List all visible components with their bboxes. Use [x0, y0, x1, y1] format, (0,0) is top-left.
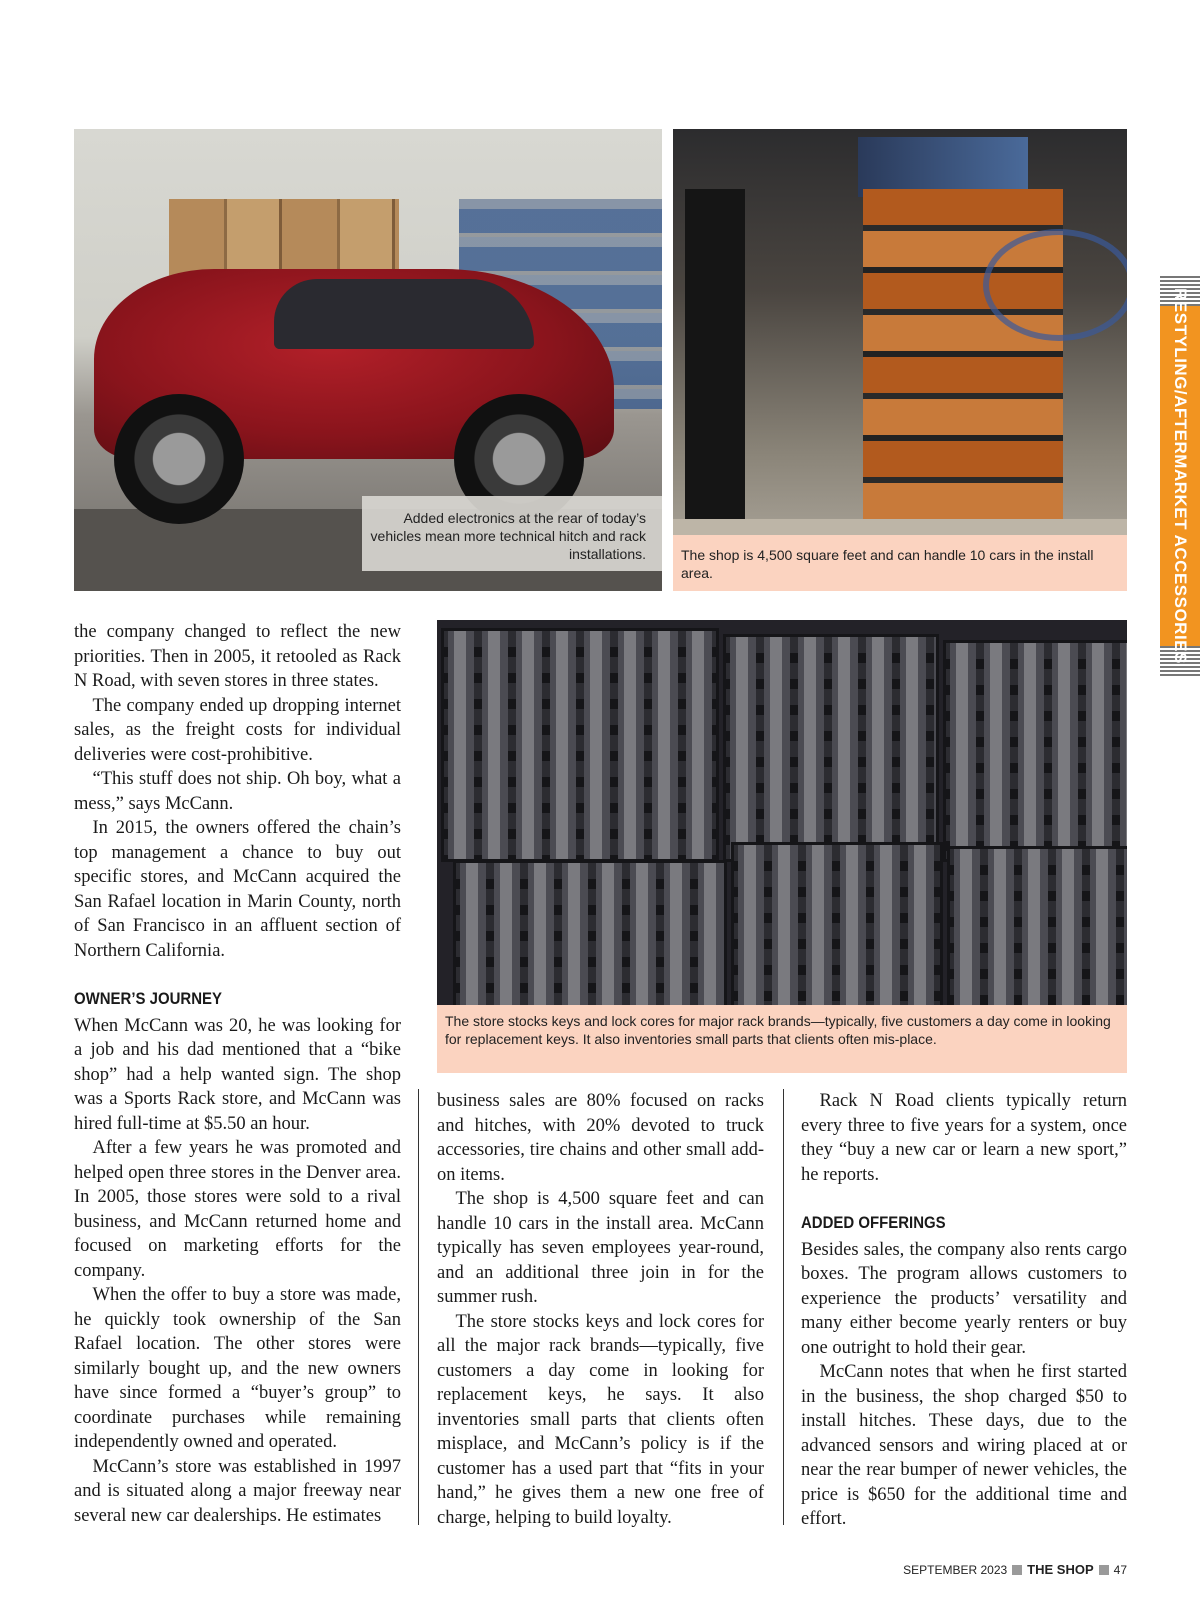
- bicycle: [983, 229, 1127, 341]
- article-column-3: [801, 1089, 1127, 1532]
- column-rule: [418, 1089, 419, 1525]
- paragraph: The store stocks keys and lock cores for all the major rack brands—typically, five customers a day come in looking for replacement keys, he says. It also inventories small parts that clients often misplace, and McCann’s policy is if the customer has a used part that “fits in your hand,” he gives them a new one free of charge, helping to build loyalty.: [437, 1311, 764, 1528]
- issue-date: SEPTEMBER 2023: [903, 1562, 1008, 1577]
- article-column-1: [74, 620, 401, 1528]
- photo-key-bins: [437, 620, 1127, 1073]
- paragraph: The shop is 4,500 square feet and can handle 10 cars in the install area. McCann typically has seven employees year-round, and an additional three join in for the summer rush.: [437, 1189, 764, 1307]
- paragraph: McCann’s store was established in 1997 and is situated along a major freeway near several new car dealerships. He estimates: [74, 1456, 401, 1526]
- paragraph: “This stuff does not ship. Oh boy, what a mess,” says McCann.: [74, 769, 401, 814]
- magazine-name: THE SHOP: [1027, 1562, 1094, 1577]
- page-footer: [903, 1562, 1127, 1577]
- key-bin-panel: [947, 846, 1127, 1016]
- page-number: 47: [1113, 1562, 1127, 1577]
- paragraph: In 2015, the owners offered the chain’s top management a chance to buy out specific stores, and McCann acquired the San Rafael location in Marin County, north of San Francisco in an affluent section of Northern California.: [74, 818, 401, 961]
- car-photo-caption: Added electronics at the rear of today’s vehicles mean more technical hitch and rack installations.: [370, 510, 646, 562]
- key-bin-panel: [723, 634, 939, 862]
- column-rule: [783, 1089, 784, 1525]
- section-heading: OWNER’S JOURNEY: [74, 989, 222, 1008]
- section-tab-label: RESTYLING/AFTERMARKET ACCESSORIES: [1171, 288, 1190, 664]
- suv-window: [274, 279, 534, 349]
- paragraph: the company changed to reflect the new priorities. Then in 2005, it retooled as Rack N Road, with seven stores in three states.: [74, 622, 401, 691]
- rear-wheel: [114, 394, 244, 524]
- section-tab: [1160, 276, 1200, 676]
- key-bin-panel: [453, 860, 727, 1016]
- photo-showroom-racks: [673, 129, 1127, 591]
- paragraph: The company ended up dropping internet sales, as the freight costs for individual deliveries were cost-prohibitive.: [74, 695, 401, 765]
- section-heading: ADDED OFFERINGS: [801, 1213, 946, 1232]
- paragraph: business sales are 80% focused on racks and hitches, with 20% devoted to truck accessories, tire chains and other small add-on items.: [437, 1091, 764, 1185]
- key-bin-panel: [943, 640, 1127, 862]
- rocky-mounts-banner: [858, 137, 1028, 197]
- paragraph: Rack N Road clients typically return every three to five years for a system, once they “buy a new car or learn a new sport,” he reports.: [801, 1091, 1127, 1185]
- paragraph: After a few years he was promoted and helped open three stores in the Denver area. In 2005, those stores were sold to a rival business, and McCann returned home and focused on marketing efforts for the company.: [74, 1138, 401, 1281]
- keys-photo-caption: The store stocks keys and lock cores for major rack brands—typically, five customers a day come in looking for replacement keys. It also inventories small parts that clients often mis-place.: [445, 1013, 1111, 1047]
- paragraph: When McCann was 20, he was looking for a job and his dad mentioned that a “bike shop” had a help wanted sign. The shop was a Sports Rack store, and McCann was hired full-time at $5.50 an hour.: [74, 1015, 401, 1134]
- saris-display-stand: [685, 189, 745, 519]
- key-bin-panel: [441, 628, 719, 862]
- paragraph: McCann notes that when he first started in the business, the shop charged $50 to install hitches. These days, due to the advanced sensors and wiring placed at or near the rear bumper of newer vehicles, the price is $650 for the additional time and effort.: [801, 1362, 1127, 1529]
- article-column-2: [437, 1089, 764, 1530]
- square-divider-icon: [1012, 1565, 1022, 1575]
- paragraph: When the offer to buy a store was made, he quickly took ownership of the San Rafael location. The other stores were similarly bought up, and the new owners have since formed a “buyer’s group” to coordinate purchases while remaining independently owned and operated.: [74, 1285, 401, 1452]
- key-bin-panel: [731, 842, 943, 1016]
- paragraph: Besides sales, the company also rents cargo boxes. The program allows customers to experience the products’ versatility and many either become yearly renters or buy one outright to hold their gear.: [801, 1239, 1127, 1358]
- rack-photo-caption: The shop is 4,500 square feet and can handle 10 cars in the install area.: [681, 547, 1094, 581]
- square-divider-icon: [1099, 1565, 1109, 1575]
